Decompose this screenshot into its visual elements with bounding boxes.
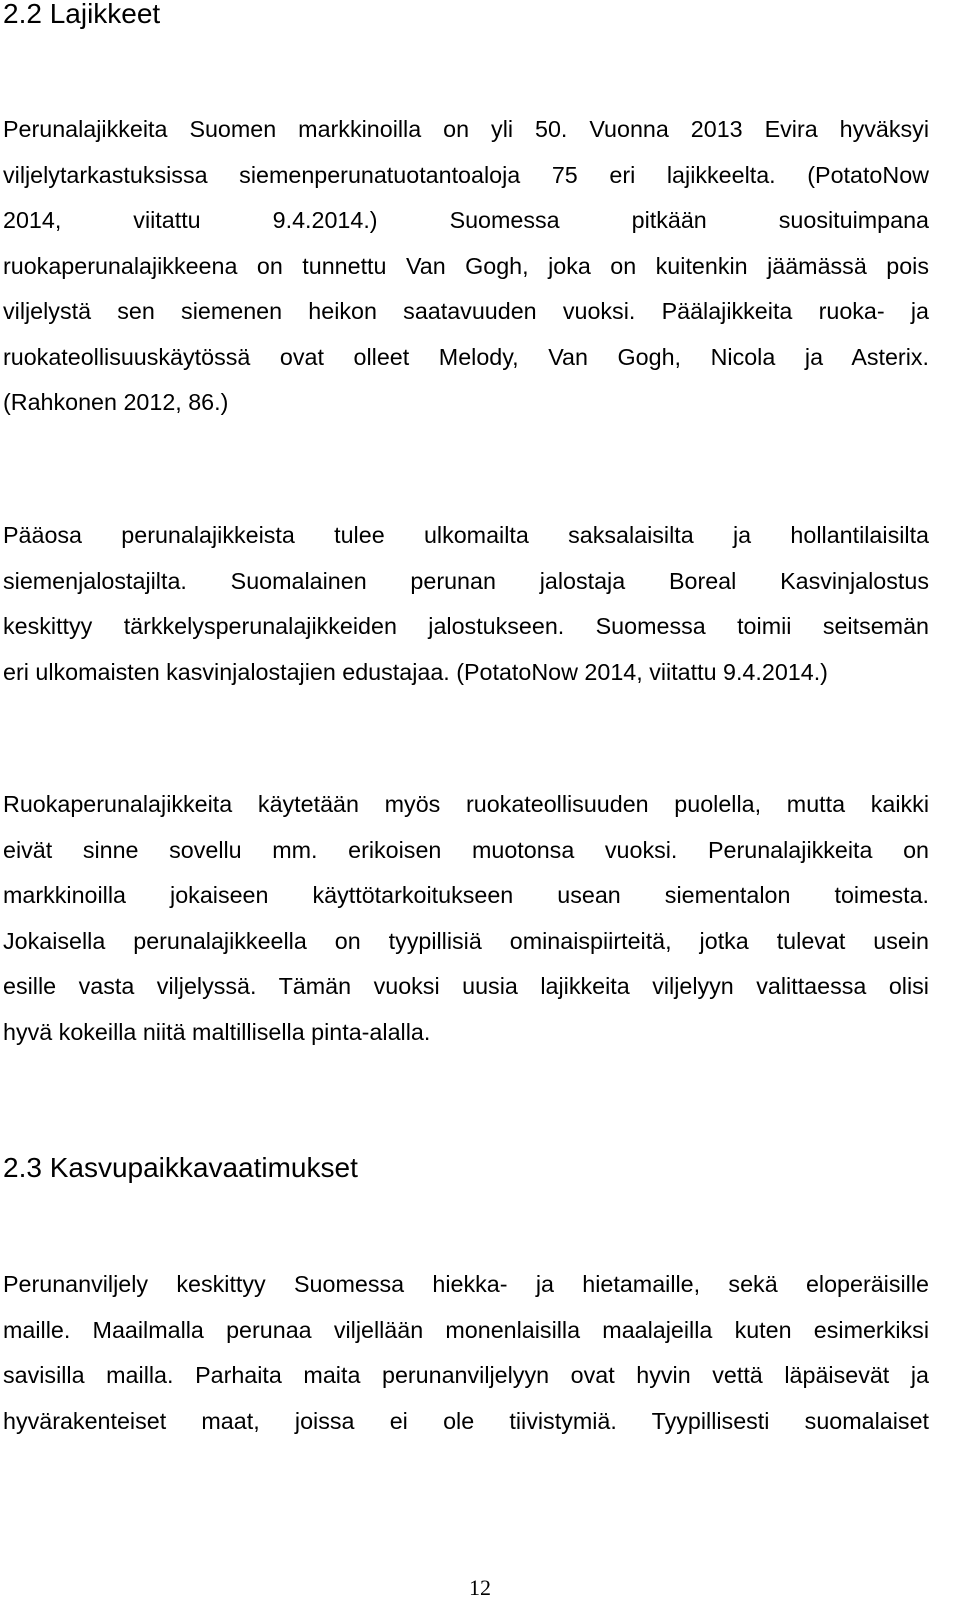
text-line: 2014, viitattu 9.4.2014.) Suomessa pitkään suosituimpana bbox=[3, 207, 929, 233]
text-line: esille vasta viljelyssä. Tämän vuoksi uusia lajikkeita viljelyyn valittaessa olisi bbox=[3, 973, 929, 999]
text-line: keskittyy tärkkelysperunalajikkeiden jalostukseen. Suomessa toimii seitsemän bbox=[3, 613, 929, 639]
text-line: viljelytarkastuksissa siemenperunatuotantoaloja 75 eri lajikkeelta. (PotatoNow bbox=[3, 161, 929, 188]
text-line: savisilla mailla. Parhaita maita perunanviljelyyn ovat hyvin vettä läpäisevät ja bbox=[3, 1362, 929, 1388]
text-line: ruokaperunalajikkeena on tunnettu Van Gogh, joka on kuitenkin jäämässä pois bbox=[3, 252, 929, 279]
text-line: markkinoilla jokaiseen käyttötarkoitukseen usean siementalon toimesta. bbox=[3, 882, 929, 908]
text-line: Perunanviljely keskittyy Suomessa hiekka- ja hietamaille, sekä eloperäisille bbox=[3, 1271, 929, 1297]
section-heading-lajikkeet: 2.2 Lajikkeet bbox=[3, 0, 161, 29]
text-line: Ruokaperunalajikkeita käytetään myös ruokateollisuuden puolella, mutta kaikki bbox=[3, 791, 929, 817]
text-line: (Rahkonen 2012, 86.) bbox=[3, 389, 229, 415]
paragraph-lajikkeet-1 bbox=[3, 107, 929, 426]
paragraph-lajikkeet-2 bbox=[3, 513, 929, 695]
text-line: siemenjalostajilta. Suomalainen perunan jalostaja Boreal Kasvinjalostus bbox=[3, 567, 929, 594]
text-line: Pääosa perunalajikkeista tulee ulkomailta saksalaisilta ja hollantilaisilta bbox=[3, 522, 929, 548]
text-line: Jokaisella perunalajikkeella on tyypillisiä ominaispiirteitä, jotka tulevat usein bbox=[3, 927, 929, 954]
text-line: Perunalajikkeita Suomen markkinoilla on yli 50. Vuonna 2013 Evira hyväksyi bbox=[3, 116, 929, 142]
text-line: viljelystä sen siemenen heikon saatavuuden vuoksi. Päälajikkeita ruoka- ja bbox=[3, 298, 929, 324]
text-line: eivät sinne sovellu mm. erikoisen muotonsa vuoksi. Perunalajikkeita on bbox=[3, 836, 929, 863]
section-heading-kasvupaikkavaatimukset: 2.3 Kasvupaikkavaatimukset bbox=[3, 1152, 358, 1183]
paragraph-lajikkeet-3 bbox=[3, 782, 929, 1055]
text-line: hyvärakenteiset maat, joissa ei ole tiivistymiä. Tyypillisesti suomalaiset bbox=[3, 1407, 929, 1434]
page-number: 12 bbox=[469, 1575, 491, 1600]
paragraph-kasvupaikkavaatimukset-1 bbox=[3, 1262, 929, 1444]
text-line: eri ulkomaisten kasvinjalostajien edustajaa. (PotatoNow 2014, viitattu 9.4.2014.) bbox=[3, 658, 828, 685]
text-line: hyvä kokeilla niitä maltillisella pinta-alalla. bbox=[3, 1018, 431, 1045]
text-line: maille. Maailmalla perunaa viljellään monenlaisilla maalajeilla kuten esimerkiksi bbox=[3, 1316, 929, 1343]
text-line: ruokateollisuuskäytössä ovat olleet Melody, Van Gogh, Nicola ja Asterix. bbox=[3, 343, 929, 370]
